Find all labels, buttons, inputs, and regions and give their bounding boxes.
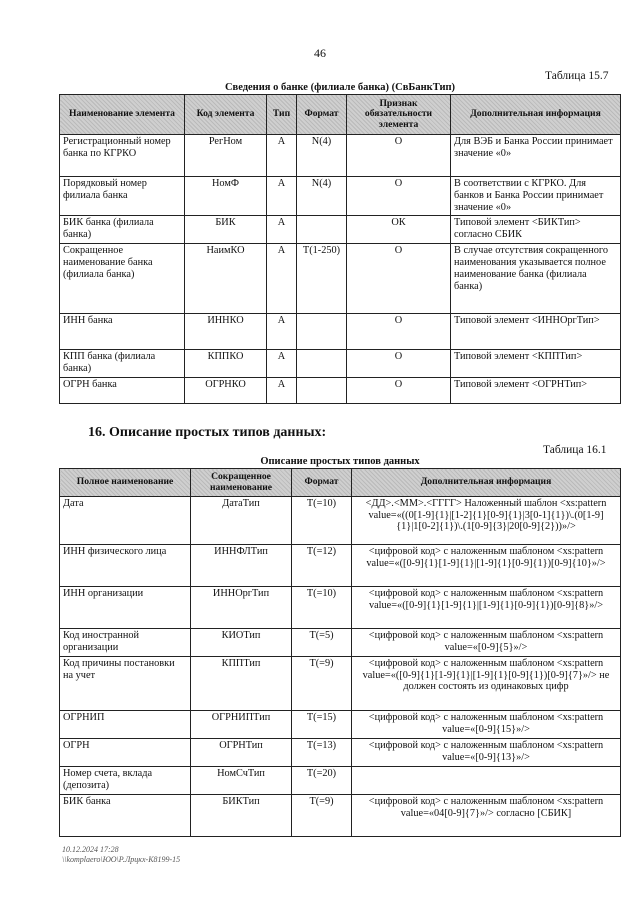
table-row <box>60 739 621 767</box>
table-cell: А <box>267 313 297 349</box>
table-cell: ИНН физического лица <box>60 545 191 587</box>
table-row <box>60 795 621 837</box>
table-cell: В случае отсутствия сокращенного наименования указывается полное наименование банка (филиала банка) <box>451 243 621 313</box>
table-cell: Т(=9) <box>292 795 352 837</box>
table-row <box>60 497 621 545</box>
table-cell <box>297 215 347 243</box>
section-16-heading: 16. Описание простых типов данных: <box>88 425 327 440</box>
table-cell: О <box>347 313 451 349</box>
table-cell: Типовой элемент <КППТип> <box>451 349 621 377</box>
table-cell: ИНН организации <box>60 587 191 629</box>
table-cell: Регистрационный номер банка по КГРКО <box>60 135 185 177</box>
table2-header-cell: Дополнительная информация <box>352 469 621 497</box>
table-cell: А <box>267 215 297 243</box>
table-cell: Типовой элемент <БИКТип> согласно СБИК <box>451 215 621 243</box>
table-cell: T(1-250) <box>297 243 347 313</box>
table-cell: <ДД>.<ММ>.<ГГГГ> Наложенный шаблон <xs:pattern value=«((0[1-9]{1}|[1-2]{1}[0-9]{1}|3[0-1]{1})\.(0[1-9]{1}|1[0-2]{1})\.(1[0-9]{3}|20[0-9]{2}))»/> <box>352 497 621 545</box>
table-cell: А <box>267 177 297 216</box>
page-number: 46 <box>314 46 326 60</box>
table1-header-cell: Наименование элемента <box>60 95 185 135</box>
table-cell: <цифровой код> с наложенным шаблоном <xs:pattern value=«([0-9]{1}[1-9]{1}|[1-9]{1}[0-9]{1})[0-9]{8}»/> <box>352 587 621 629</box>
table-cell: КИОТип <box>191 629 292 657</box>
table-cell: <цифровой код> с наложенным шаблоном <xs:pattern value=«([0-9]{1}[1-9]{1}|[1-9]{1}[0-9]{1})[0-9]{10}»/> <box>352 545 621 587</box>
table-cell: ОГРН <box>60 739 191 767</box>
table-row <box>60 215 621 243</box>
table1-caption: Сведения о банке (филиале банка) (СвБанкТип) <box>224 82 456 93</box>
table-cell: Код причины постановки на учет <box>60 657 191 711</box>
table-cell: Сокращенное наименование банка (филиала банка) <box>60 243 185 313</box>
footer-stamp <box>62 845 180 865</box>
table1-header-row <box>60 95 621 135</box>
table-cell: ОГРНИП <box>60 711 191 739</box>
table-cell: БИК банка (филиала банка) <box>60 215 185 243</box>
table-row <box>60 349 621 377</box>
table-cell: Т(=10) <box>292 497 352 545</box>
table-cell: КПП банка (филиала банка) <box>60 349 185 377</box>
table-cell: ОГРНКО <box>185 377 267 403</box>
table-cell: БИКТип <box>191 795 292 837</box>
table-cell: Т(=10) <box>292 587 352 629</box>
table-cell: Типовой элемент <ИННОргТип> <box>451 313 621 349</box>
table2-header-cell: Формат <box>292 469 352 497</box>
table-cell: ОГРН банка <box>60 377 185 403</box>
table-cell: О <box>347 349 451 377</box>
table1-header-cell: Тип <box>267 95 297 135</box>
table-cell: А <box>267 349 297 377</box>
footer-path: \\komplaero\ЮО\Р.Лрцкх-К8199-15 <box>62 855 181 864</box>
simple-types-table <box>59 468 621 837</box>
table2-header-cell: Полное наименование <box>60 469 191 497</box>
table-cell: БИК <box>185 215 267 243</box>
table-cell: <цифровой код> с наложенным шаблоном <xs:pattern value=«([0-9]{1}[1-9]{1}|[1-9]{1}[0-9]{1})[0-9]{7}»/> не должен состоять из одинаковых цифр <box>352 657 621 711</box>
table1-header-cell: Признак обязательности элемента <box>347 95 451 135</box>
table-cell: <цифровой код> с наложенным шаблоном <xs:pattern value=«[0-9]{13}»/> <box>352 739 621 767</box>
table-cell: ОК <box>347 215 451 243</box>
table-row <box>60 657 621 711</box>
table-cell: T(=12) <box>292 545 352 587</box>
table-row <box>60 135 621 177</box>
table-cell: О <box>347 243 451 313</box>
table-cell: О <box>347 135 451 177</box>
table-cell: Т(=9) <box>292 657 352 711</box>
table-cell: Т(=13) <box>292 739 352 767</box>
table-row <box>60 243 621 313</box>
table-cell: ОГРНТип <box>191 739 292 767</box>
table-cell: Т(=20) <box>292 767 352 795</box>
table1-header-cell: Код элемента <box>185 95 267 135</box>
table-cell: Дата <box>60 497 191 545</box>
table-cell: БИК банка <box>60 795 191 837</box>
table-cell: А <box>267 377 297 403</box>
table2-header-cell: Сокращенное наименование <box>191 469 292 497</box>
table-cell: N(4) <box>297 177 347 216</box>
table-cell: ДатаТип <box>191 497 292 545</box>
table2-caption: Описание простых типов данных <box>260 456 420 467</box>
table-cell: <цифровой код> с наложенным шаблоном <xs:pattern value=«[0-9]{15}»/> <box>352 711 621 739</box>
table-row <box>60 377 621 403</box>
table-cell: Код иностранной организации <box>60 629 191 657</box>
table-row <box>60 767 621 795</box>
table-row <box>60 177 621 216</box>
table-cell: Для ВЭБ и Банка России принимает значение «0» <box>451 135 621 177</box>
table-row <box>60 545 621 587</box>
table-cell: ОГРНИПТип <box>191 711 292 739</box>
table-cell <box>352 767 621 795</box>
table-cell: <цифровой код> с наложенным шаблоном <xs:pattern value=«[0-9]{5}»/> <box>352 629 621 657</box>
table-cell: ИНН банка <box>60 313 185 349</box>
footer-date: 10.12.2024 17:28 <box>62 845 119 854</box>
table2-header-row <box>60 469 621 497</box>
table-cell: КППТип <box>191 657 292 711</box>
table-cell: Номер счета, вклада (депозита) <box>60 767 191 795</box>
table1-header-cell: Дополнительная информация <box>451 95 621 135</box>
table1-label: Таблица 15.7 <box>545 70 609 82</box>
table-cell: НомСчТип <box>191 767 292 795</box>
table-cell: <цифровой код> с наложенным шаблоном <xs:pattern value=«04[0-9]{7}»/> согласно [СБИК] <box>352 795 621 837</box>
table-cell: N(4) <box>297 135 347 177</box>
table-cell: Т(=15) <box>292 711 352 739</box>
table-cell: Типовой элемент <ОГРНТип> <box>451 377 621 403</box>
table-row <box>60 313 621 349</box>
table-row <box>60 629 621 657</box>
table2-label: Таблица 16.1 <box>543 444 607 456</box>
table-cell: А <box>267 243 297 313</box>
table-row <box>60 587 621 629</box>
table-row <box>60 711 621 739</box>
table-cell: Порядковый номер филиала банка <box>60 177 185 216</box>
table-cell: НаимКО <box>185 243 267 313</box>
table-cell: ИННОргТип <box>191 587 292 629</box>
table-cell: В соответствии с КГРКО. Для банков и Банка России принимает значение «0» <box>451 177 621 216</box>
table-cell <box>297 377 347 403</box>
table-cell: Т(=5) <box>292 629 352 657</box>
table-cell: КППКО <box>185 349 267 377</box>
table1-header-cell: Формат <box>297 95 347 135</box>
bank-info-table <box>59 94 621 404</box>
table-cell: О <box>347 177 451 216</box>
table-cell: ИННКО <box>185 313 267 349</box>
table-cell <box>297 313 347 349</box>
table-cell: РегНом <box>185 135 267 177</box>
table-cell <box>297 349 347 377</box>
table-cell: ИННФЛТип <box>191 545 292 587</box>
table-cell: А <box>267 135 297 177</box>
table-cell: НомФ <box>185 177 267 216</box>
table-cell: О <box>347 377 451 403</box>
